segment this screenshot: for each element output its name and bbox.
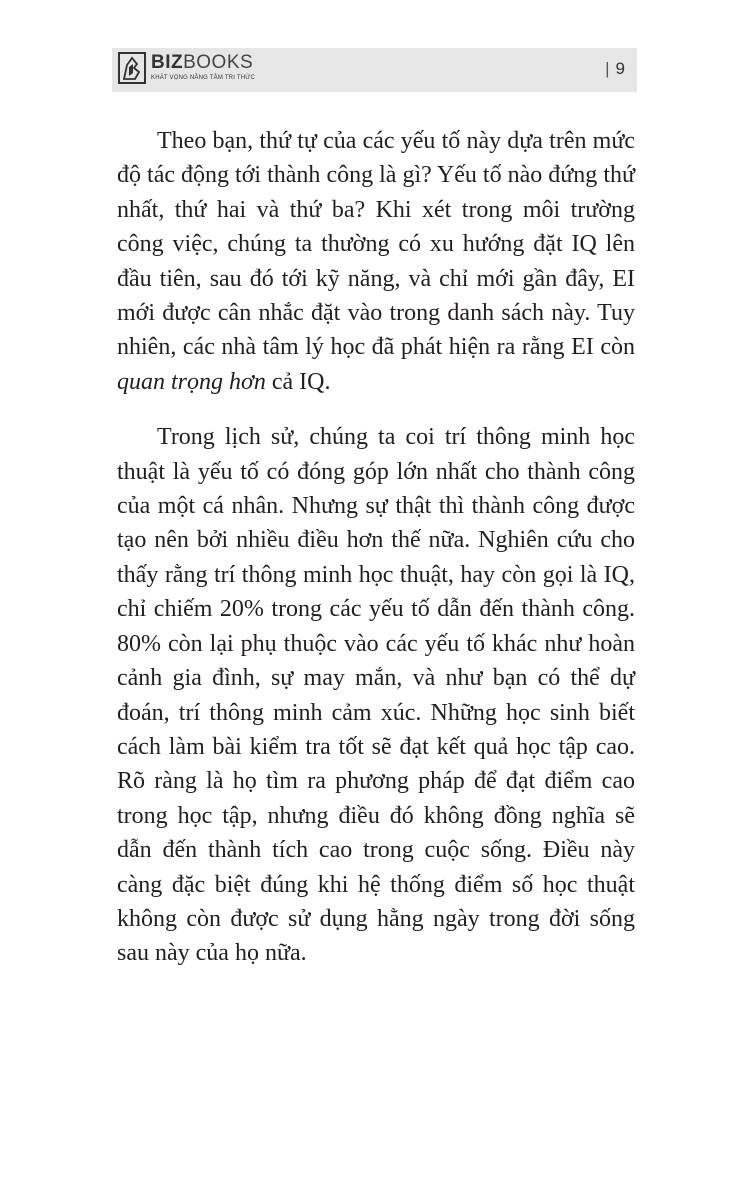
brand-light: BOOKS [183, 52, 254, 73]
page-separator: | [605, 59, 610, 78]
logo-text [151, 52, 255, 82]
page-header [112, 48, 637, 92]
page-number-block [605, 59, 625, 79]
brand-name [151, 52, 255, 73]
brand-tagline: KHÁT VỌNG NÂNG TẦM TRI THỨC [151, 75, 256, 81]
paragraph-1-text-after: cả IQ. [265, 368, 331, 395]
bizbooks-emblem-icon [118, 52, 146, 84]
paragraph-1-emphasis: quan trọng hơn [117, 368, 266, 395]
paragraph-1 [117, 124, 635, 399]
page-number: 9 [615, 59, 625, 78]
publisher-logo [118, 52, 255, 84]
paragraph-2: Trong lịch sử, chúng ta coi trí thông minh học thuật là yếu tố có đóng góp lớn nhất cho thành công của một cá nhân. Nhưng sự thật thì thành công được tạo nên bởi nhiều điều hơn thế nữa. Nghiên cứu cho thấy rằng trí thông minh học thuật, hay còn gọi là IQ, chỉ chiếm 20% trong các yếu tố dẫn đến thành công. 80% còn lại phụ thuộc vào các yếu tố khác như hoàn cảnh gia đình, sự may mắn, và như bạn có thể dự đoán, trí thông minh cảm xúc. Những học sinh biết cách làm bài kiểm tra tốt sẽ đạt kết quả học tập cao. Rõ ràng là họ tìm ra phương pháp để đạt điểm cao trong học tập, nhưng điều đó không đồng nghĩa sẽ dẫn đến thành tích cao trong cuộc sống. Điều này càng đặc biệt đúng khi hệ thống điểm số học thuật không còn được sử dụng hằng ngày trong đời sống sau này của họ nữa. [117, 424, 635, 967]
page-body [117, 124, 635, 992]
brand-bold: BIZ [151, 52, 184, 73]
paragraph-1-text-before: Theo bạn, thứ tự của các yếu tố này dựa trên mức độ tác động tới thành công là gì? Yếu tố nào đứng thứ nhất, thứ hai và thứ ba? Khi xét trong môi trường công việc, chúng ta thường có xu hướng đặt IQ lên đầu tiên, sau đó tới kỹ năng, và chỉ mới gần đây, EI mới được cân nhắc đặt vào trong danh sách này. Tuy nhiên, các nhà tâm lý học đã phát hiện ra rằng EI còn [117, 128, 635, 361]
